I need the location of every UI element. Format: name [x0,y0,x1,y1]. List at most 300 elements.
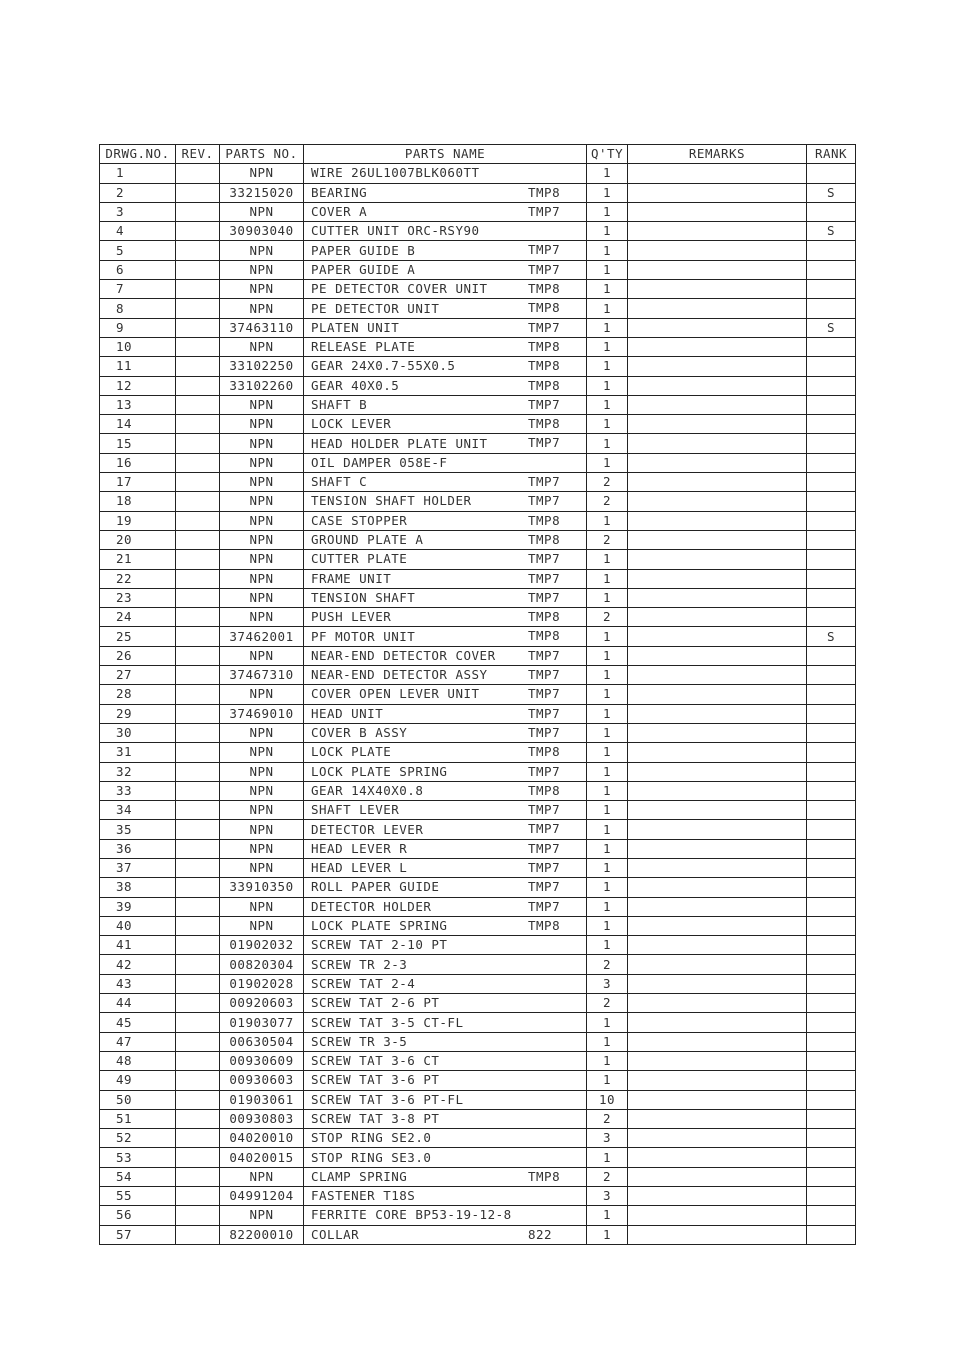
parts-name-text: GEAR 14X40X0.8 [311,782,424,798]
parts-name-text: CASE STOPPER [311,512,408,528]
rank-cell: S [807,183,856,202]
table-row [100,801,856,820]
parts-name-cell [304,1225,587,1244]
parts-no-cell: NPN [220,260,304,279]
remarks-cell [628,473,807,492]
remarks-cell [628,241,807,260]
remarks-cell [628,1148,807,1167]
rev-cell [176,376,220,395]
parts-name-cell [304,511,587,530]
qty-cell: 1 [587,781,628,800]
rev-cell [176,1109,220,1128]
parts-no-cell: NPN [220,492,304,511]
parts-no-cell: NPN [220,916,304,935]
parts-code-text: TMP7 [528,898,561,914]
parts-name-cell [304,260,587,279]
remarks-cell [628,337,807,356]
parts-no-cell: NPN [220,530,304,549]
table-row [100,878,856,897]
parts-code-text: TMP7 [528,493,561,509]
drwg-no-cell: 11 [100,357,176,376]
qty-cell: 1 [587,183,628,202]
qty-cell: 1 [587,511,628,530]
parts-code-text: TMP7 [528,859,561,875]
drwg-no-cell: 41 [100,936,176,955]
rank-cell [807,646,856,665]
parts-no-cell: NPN [220,550,304,569]
parts-name-text: COVER B ASSY [311,725,408,741]
rev-cell [176,1225,220,1244]
table-row [100,453,856,472]
parts-name-text: SCREW TAT 2-10 PT [311,937,448,953]
parts-name-cell [304,357,587,376]
parts-no-cell: 04020010 [220,1129,304,1148]
rank-cell [807,164,856,183]
rev-cell [176,820,220,839]
parts-name-cell [304,685,587,704]
remarks-cell [628,183,807,202]
qty-cell: 2 [587,1167,628,1186]
header-rank: RANK [807,145,856,164]
parts-code-text: TMP7 [528,551,561,567]
rev-cell [176,280,220,299]
parts-code-text: TMP8 [528,782,561,798]
table-row [100,280,856,299]
parts-name-text: COVER OPEN LEVER UNIT [311,686,480,702]
table-row [100,183,856,202]
remarks-cell [628,974,807,993]
parts-name-cell [304,280,587,299]
qty-cell: 3 [587,974,628,993]
qty-cell: 1 [587,357,628,376]
table-row [100,434,856,453]
rev-cell [176,608,220,627]
parts-code-text: TMP7 [528,667,561,683]
parts-name-cell [304,241,587,260]
rank-cell [807,685,856,704]
table-row [100,1109,856,1128]
parts-code-text: TMP7 [528,435,561,451]
parts-name-cell [304,897,587,916]
qty-cell: 1 [587,395,628,414]
remarks-cell [628,704,807,723]
rev-cell [176,1051,220,1070]
rev-cell [176,1148,220,1167]
table-row [100,936,856,955]
parts-name-text: PAPER GUIDE B [311,242,416,258]
parts-name-cell [304,1032,587,1051]
rev-cell [176,1013,220,1032]
rev-cell [176,1187,220,1206]
parts-name-cell [304,1051,587,1070]
parts-no-cell: NPN [220,511,304,530]
parts-code-text: TMP8 [528,358,561,374]
remarks-cell [628,222,807,241]
parts-name-cell [304,974,587,993]
rank-cell [807,1206,856,1225]
parts-name-text: TENSION SHAFT HOLDER [311,493,472,509]
table-row [100,627,856,646]
parts-no-cell: NPN [220,743,304,762]
rank-cell [807,550,856,569]
parts-code-text: TMP7 [528,589,561,605]
table-row [100,1013,856,1032]
parts-name-text: RELEASE PLATE [311,339,416,355]
table-row [100,1206,856,1225]
drwg-no-cell: 45 [100,1013,176,1032]
drwg-no-cell: 27 [100,666,176,685]
drwg-no-cell: 18 [100,492,176,511]
rev-cell [176,222,220,241]
parts-name-cell [304,878,587,897]
parts-name-text: PE DETECTOR UNIT [311,300,440,316]
table-row [100,415,856,434]
parts-no-cell: NPN [220,241,304,260]
rev-cell [176,569,220,588]
parts-no-cell: 01903077 [220,1013,304,1032]
parts-no-cell: 00930603 [220,1071,304,1090]
parts-code-text: TMP8 [528,300,561,316]
remarks-cell [628,357,807,376]
parts-name-cell [304,395,587,414]
parts-name-cell [304,936,587,955]
remarks-cell [628,1206,807,1225]
table-row [100,781,856,800]
table-row [100,723,856,742]
drwg-no-cell: 20 [100,530,176,549]
qty-cell: 1 [587,1206,628,1225]
parts-name-text: PUSH LEVER [311,609,392,625]
table-row [100,955,856,974]
table-row [100,1187,856,1206]
rank-cell [807,473,856,492]
table-row [100,588,856,607]
remarks-cell [628,1051,807,1070]
qty-cell: 1 [587,164,628,183]
rank-cell [807,299,856,318]
table-row [100,1051,856,1070]
rev-cell [176,453,220,472]
remarks-cell [628,820,807,839]
drwg-no-cell: 47 [100,1032,176,1051]
remarks-cell [628,415,807,434]
remarks-cell [628,646,807,665]
rev-cell [176,916,220,935]
parts-name-text: NEAR-END DETECTOR ASSY [311,667,488,683]
parts-name-cell [304,492,587,511]
table-row [100,376,856,395]
drwg-no-cell: 22 [100,569,176,588]
table-row [100,820,856,839]
parts-code-text: TMP8 [528,531,561,547]
parts-name-text: FRAME UNIT [311,570,392,586]
parts-no-cell: NPN [220,801,304,820]
remarks-cell [628,743,807,762]
rank-cell [807,337,856,356]
parts-name-cell [304,299,587,318]
remarks-cell [628,1071,807,1090]
rev-cell [176,685,220,704]
parts-name-cell [304,318,587,337]
parts-name-cell [304,453,587,472]
parts-code-text: TMP7 [528,647,561,663]
rank-cell [807,1109,856,1128]
header-row [100,145,856,164]
qty-cell: 1 [587,839,628,858]
parts-no-cell: NPN [220,588,304,607]
remarks-cell [628,588,807,607]
parts-name-cell [304,820,587,839]
drwg-no-cell: 19 [100,511,176,530]
qty-cell: 1 [587,280,628,299]
rev-cell [176,878,220,897]
parts-no-cell: 01902032 [220,936,304,955]
parts-no-cell: 37467310 [220,666,304,685]
qty-cell: 1 [587,801,628,820]
parts-no-cell: NPN [220,337,304,356]
drwg-no-cell: 35 [100,820,176,839]
rev-cell [176,434,220,453]
parts-no-cell: 00920603 [220,994,304,1013]
remarks-cell [628,511,807,530]
parts-code-text: TMP7 [528,724,561,740]
parts-no-cell: NPN [220,858,304,877]
table-row [100,666,856,685]
drwg-no-cell: 6 [100,260,176,279]
header-remarks: REMARKS [628,145,807,164]
qty-cell: 1 [587,916,628,935]
table-row [100,858,856,877]
rank-cell [807,241,856,260]
remarks-cell [628,955,807,974]
parts-no-cell: 33102260 [220,376,304,395]
rank-cell [807,569,856,588]
drwg-no-cell: 14 [100,415,176,434]
parts-no-cell: 37463110 [220,318,304,337]
parts-name-text: SCREW TAT 2-6 PT [311,995,440,1011]
rank-cell [807,376,856,395]
qty-cell: 1 [587,376,628,395]
rev-cell [176,202,220,221]
rank-cell [807,202,856,221]
qty-cell: 1 [587,1051,628,1070]
qty-cell: 1 [587,1032,628,1051]
drwg-no-cell: 56 [100,1206,176,1225]
rank-cell [807,608,856,627]
drwg-no-cell: 42 [100,955,176,974]
rank-cell [807,994,856,1013]
parts-no-cell: 01903061 [220,1090,304,1109]
parts-name-text: GROUND PLATE A [311,532,424,548]
parts-name-text: FERRITE CORE BP53-19-12-8 [311,1207,512,1223]
rank-cell [807,974,856,993]
parts-no-cell: NPN [220,897,304,916]
parts-code-text: TMP7 [528,474,561,490]
rev-cell [176,511,220,530]
parts-no-cell: 04020015 [220,1148,304,1167]
rank-cell [807,280,856,299]
table-row [100,473,856,492]
parts-name-cell [304,569,587,588]
rank-cell [807,1129,856,1148]
parts-no-cell: 00930609 [220,1051,304,1070]
table-row [100,511,856,530]
remarks-cell [628,376,807,395]
parts-name-text: PLATEN UNIT [311,319,400,335]
parts-code-text: TMP8 [528,628,561,644]
parts-no-cell: 33102250 [220,357,304,376]
qty-cell: 1 [587,762,628,781]
rank-cell [807,415,856,434]
rev-cell [176,241,220,260]
parts-name-text: PF MOTOR UNIT [311,628,416,644]
header-rev: REV. [176,145,220,164]
rev-cell [176,723,220,742]
qty-cell: 1 [587,1071,628,1090]
parts-no-cell: NPN [220,202,304,221]
rank-cell [807,762,856,781]
header-drwg-no: DRWG.NO. [100,145,176,164]
table-row [100,530,856,549]
remarks-cell [628,801,807,820]
table-row [100,202,856,221]
rev-cell [176,299,220,318]
rev-cell [176,704,220,723]
drwg-no-cell: 36 [100,839,176,858]
rank-cell [807,801,856,820]
rev-cell [176,994,220,1013]
parts-name-text: STOP RING SE3.0 [311,1149,432,1165]
drwg-no-cell: 44 [100,994,176,1013]
parts-name-cell [304,1090,587,1109]
drwg-no-cell: 32 [100,762,176,781]
parts-code-text: TMP8 [528,281,561,297]
rev-cell [176,337,220,356]
rev-cell [176,955,220,974]
table-row [100,1032,856,1051]
parts-name-text: HEAD LEVER L [311,860,408,876]
parts-name-cell [304,839,587,858]
table-row [100,839,856,858]
parts-no-cell: NPN [220,723,304,742]
table-row [100,395,856,414]
parts-name-text: STOP RING SE2.0 [311,1130,432,1146]
remarks-cell [628,1225,807,1244]
parts-no-cell: 82200010 [220,1225,304,1244]
qty-cell: 1 [587,1148,628,1167]
qty-cell: 1 [587,453,628,472]
remarks-cell [628,395,807,414]
parts-no-cell: NPN [220,415,304,434]
parts-name-text: HEAD UNIT [311,705,384,721]
parts-code-text: TMP8 [528,744,561,760]
qty-cell: 2 [587,1109,628,1128]
rev-cell [176,588,220,607]
parts-name-text: SCREW TAT 2-4 [311,975,416,991]
drwg-no-cell: 12 [100,376,176,395]
qty-cell: 10 [587,1090,628,1109]
drwg-no-cell: 49 [100,1071,176,1090]
rev-cell [176,260,220,279]
parts-name-text: COLLAR [311,1226,360,1242]
qty-cell: 2 [587,492,628,511]
drwg-no-cell: 1 [100,164,176,183]
rev-cell [176,530,220,549]
parts-name-text: SCREW TAT 3-6 CT [311,1053,440,1069]
parts-no-cell: NPN [220,280,304,299]
parts-no-cell: 00820304 [220,955,304,974]
parts-no-cell: NPN [220,395,304,414]
qty-cell: 1 [587,936,628,955]
parts-name-cell [304,801,587,820]
parts-name-cell [304,743,587,762]
qty-cell: 1 [587,415,628,434]
remarks-cell [628,1187,807,1206]
parts-code-text: TMP8 [528,416,561,432]
remarks-cell [628,685,807,704]
parts-code-text: TMP8 [528,338,561,354]
parts-code-text: TMP7 [528,396,561,412]
remarks-cell [628,839,807,858]
rank-cell [807,453,856,472]
parts-no-cell: NPN [220,164,304,183]
parts-name-cell [304,550,587,569]
table-row [100,608,856,627]
qty-cell: 2 [587,608,628,627]
rev-cell [176,1129,220,1148]
parts-name-cell [304,415,587,434]
drwg-no-cell: 13 [100,395,176,414]
rank-cell [807,434,856,453]
rank-cell [807,955,856,974]
drwg-no-cell: 40 [100,916,176,935]
rank-cell [807,839,856,858]
parts-name-text: FASTENER T18S [311,1188,416,1204]
parts-name-text: OIL DAMPER 058E-F [311,454,448,470]
parts-name-text: DETECTOR LEVER [311,821,424,837]
drwg-no-cell: 34 [100,801,176,820]
rev-cell [176,550,220,569]
drwg-no-cell: 37 [100,858,176,877]
parts-name-text: SCREW TR 3-5 [311,1033,408,1049]
parts-code-text: TMP7 [528,261,561,277]
parts-name-text: DETECTOR HOLDER [311,898,432,914]
parts-no-cell: NPN [220,820,304,839]
table-row [100,646,856,665]
qty-cell: 3 [587,1187,628,1206]
rank-cell [807,1167,856,1186]
rev-cell [176,415,220,434]
drwg-no-cell: 4 [100,222,176,241]
remarks-cell [628,1129,807,1148]
qty-cell: 1 [587,260,628,279]
parts-code-text: TMP7 [528,879,561,895]
qty-cell: 1 [587,337,628,356]
rank-cell [807,723,856,742]
parts-no-cell: NPN [220,608,304,627]
drwg-no-cell: 26 [100,646,176,665]
drwg-no-cell: 15 [100,434,176,453]
rank-cell: S [807,627,856,646]
table-row [100,337,856,356]
qty-cell: 1 [587,897,628,916]
parts-name-cell [304,202,587,221]
qty-cell: 1 [587,1225,628,1244]
qty-cell: 2 [587,473,628,492]
remarks-cell [628,666,807,685]
rank-cell [807,530,856,549]
qty-cell: 1 [587,743,628,762]
